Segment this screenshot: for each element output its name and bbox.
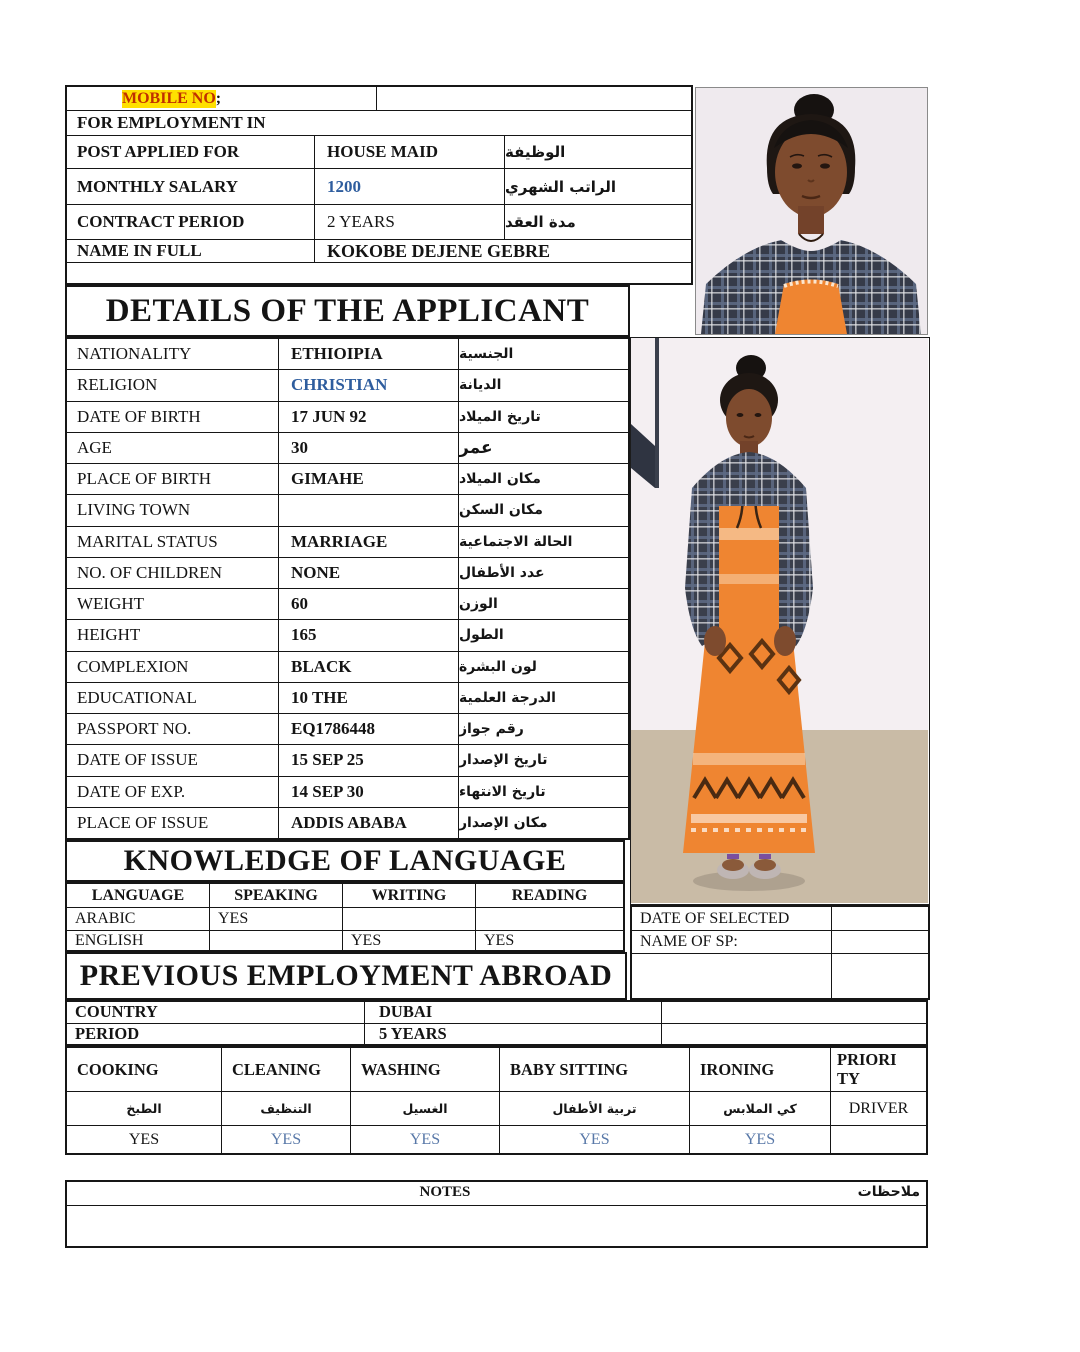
table-row xyxy=(67,402,628,433)
priority-driver-value: DRIVER xyxy=(848,1099,909,1117)
country-row xyxy=(67,1002,926,1024)
educational-value: 10 THE xyxy=(279,683,459,713)
arabic-language-name: ARABIC xyxy=(67,908,210,930)
language-header-row xyxy=(67,884,623,908)
skills-header-row xyxy=(67,1048,926,1092)
living-town-value xyxy=(279,495,459,525)
height-value: 165 xyxy=(279,620,459,650)
cleaning-yes: YES xyxy=(222,1126,351,1153)
date-of-exp-arabic: تاريخ الانتهاء xyxy=(459,783,546,800)
arabic-writing xyxy=(343,908,476,930)
top-info-table xyxy=(65,85,693,285)
employment-section-title xyxy=(65,952,627,1000)
date-of-issue-value: 15 SEP 25 xyxy=(279,745,459,775)
applicant-portrait-photo xyxy=(695,87,928,335)
notes-arabic-label: ملاحظات xyxy=(857,1184,920,1200)
table-row xyxy=(67,589,628,620)
living-town-arabic: مكان السكن xyxy=(459,502,543,519)
name-of-sp-value-cell xyxy=(832,931,928,953)
children-arabic: عدد الأطفال xyxy=(459,564,545,581)
english-language-row xyxy=(67,931,623,950)
weight-label: WEIGHT xyxy=(67,589,279,619)
religion-arabic: الديانة xyxy=(459,377,502,394)
baby-sitting-header: BABY SITTING xyxy=(500,1048,690,1091)
monthly-salary-label: MONTHLY SALARY xyxy=(67,169,315,204)
details-title-text: DETAILS OF THE APPLICANT xyxy=(105,292,590,329)
contract-period-label: CONTRACT PERIOD xyxy=(67,205,315,239)
cooking-header: COOKING xyxy=(67,1048,222,1091)
post-applied-label: POST APPLIED FOR xyxy=(67,136,315,168)
passport-no-value: EQ1786448 xyxy=(279,714,459,744)
contract-period-arabic: مدة العقد xyxy=(505,213,576,231)
date-of-exp-label: DATE OF EXP. xyxy=(67,777,279,807)
period-value: 5 YEARS xyxy=(365,1024,662,1045)
notes-table xyxy=(65,1180,928,1248)
employment-title-text: PREVIOUS EMPLOYMENT ABROAD xyxy=(79,959,613,992)
height-arabic: الطول xyxy=(459,627,504,644)
table-row xyxy=(67,714,628,745)
table-row xyxy=(67,558,628,589)
marital-status-arabic: الحالة الاجتماعية xyxy=(459,533,573,550)
place-of-birth-value: GIMAHE xyxy=(279,464,459,494)
ironing-header: IRONING xyxy=(690,1048,831,1091)
mobile-no-label: MOBILE NO xyxy=(122,89,216,107)
country-extra-cell xyxy=(662,1002,926,1023)
table-row xyxy=(67,495,628,526)
height-label: HEIGHT xyxy=(67,620,279,650)
selection-table xyxy=(630,905,930,1000)
period-row xyxy=(67,1024,926,1045)
priority-yes xyxy=(831,1126,926,1153)
age-arabic: عمر xyxy=(459,437,493,458)
date-of-birth-value: 17 JUN 92 xyxy=(279,402,459,432)
nationality-label: NATIONALITY xyxy=(67,339,279,369)
name-of-sp-row xyxy=(632,931,928,954)
washing-arabic: الغسيل xyxy=(351,1092,500,1125)
arabic-reading xyxy=(476,908,623,930)
monthly-salary-value: 1200 xyxy=(315,169,505,204)
date-of-issue-label: DATE OF ISSUE xyxy=(67,745,279,775)
writing-col-header: WRITING xyxy=(343,884,476,907)
applicant-full-body-photo xyxy=(630,337,930,905)
place-of-birth-label: PLACE OF BIRTH xyxy=(67,464,279,494)
post-applied-value: HOUSE MAID xyxy=(315,136,505,168)
mobile-no-row xyxy=(67,87,691,111)
portrait-photo-graphic xyxy=(696,88,927,334)
country-value: DUBAI xyxy=(365,1002,662,1023)
children-value: NONE xyxy=(279,558,459,588)
table-row xyxy=(67,620,628,651)
table-row xyxy=(67,683,628,714)
marital-status-value: MARRIAGE xyxy=(279,527,459,557)
table-row xyxy=(67,777,628,808)
notes-header-row xyxy=(67,1182,926,1206)
date-of-exp-value: 14 SEP 30 xyxy=(279,777,459,807)
country-label: COUNTRY xyxy=(67,1002,365,1023)
post-applied-row xyxy=(67,136,691,169)
selection-empty-row xyxy=(632,954,928,998)
place-of-issue-label: PLACE OF ISSUE xyxy=(67,808,279,838)
table-row xyxy=(67,527,628,558)
contract-period-row xyxy=(67,205,691,240)
language-col-header: LANGUAGE xyxy=(67,884,210,907)
weight-arabic: الوزن xyxy=(459,596,498,613)
place-of-birth-arabic: مكان الميلاد xyxy=(459,471,541,488)
monthly-salary-row xyxy=(67,169,691,205)
date-of-birth-label: DATE OF BIRTH xyxy=(67,402,279,432)
details-table xyxy=(65,337,630,840)
english-writing: YES xyxy=(343,931,476,950)
date-of-selected-label: DATE OF SELECTED xyxy=(632,907,832,930)
name-row xyxy=(67,240,691,263)
notes-body xyxy=(67,1206,926,1246)
religion-value: CHRISTIAN xyxy=(279,370,459,400)
table-row xyxy=(67,652,628,683)
passport-no-arabic: رقم جواز xyxy=(459,721,524,738)
passport-no-label: PASSPORT NO. xyxy=(67,714,279,744)
cooking-yes: YES xyxy=(67,1126,222,1153)
mobile-no-cell xyxy=(67,87,377,110)
mobile-no-suffix: ; xyxy=(215,89,222,107)
place-of-issue-value: ADDIS ABABA xyxy=(279,808,459,838)
post-applied-arabic: الوظيفة xyxy=(505,143,566,161)
country-period-table xyxy=(65,1000,928,1046)
name-value: KOKOBE DEJENE GEBRE xyxy=(327,240,551,261)
english-reading: YES xyxy=(484,931,515,949)
baby-sitting-arabic: تربية الأطفال xyxy=(500,1092,690,1125)
cleaning-arabic: التنظيف xyxy=(222,1092,351,1125)
priority-header: PRIORITY xyxy=(837,1050,897,1088)
mobile-no-value-cell xyxy=(377,87,691,110)
nationality-value: ETHIOIPIA xyxy=(279,339,459,369)
date-of-selected-value-cell xyxy=(832,907,928,930)
language-section-title xyxy=(65,840,625,882)
washing-header: WASHING xyxy=(351,1048,500,1091)
details-section-title xyxy=(65,285,630,337)
date-of-issue-arabic: تاريخ الإصدار xyxy=(459,752,548,769)
educational-label: EDUCATIONAL xyxy=(67,683,279,713)
for-employment-label: FOR EMPLOYMENT IN xyxy=(77,113,266,132)
arabic-speaking: YES xyxy=(210,908,343,930)
date-of-birth-arabic: تاريخ الميلاد xyxy=(459,408,541,425)
children-label: NO. OF CHILDREN xyxy=(67,558,279,588)
date-of-selected-row xyxy=(632,907,928,931)
table-row xyxy=(67,808,628,838)
cooking-arabic: الطبخ xyxy=(67,1092,222,1125)
for-employment-row xyxy=(67,111,691,136)
complexion-label: COMPLEXION xyxy=(67,652,279,682)
table-row xyxy=(67,464,628,495)
marital-status-label: MARITAL STATUS xyxy=(67,527,279,557)
skills-table xyxy=(65,1046,928,1155)
english-language-name: ENGLISH xyxy=(67,931,210,950)
age-label: AGE xyxy=(67,433,279,463)
arabic-language-row xyxy=(67,908,623,931)
name-label: NAME IN FULL xyxy=(67,240,315,262)
english-speaking xyxy=(210,931,343,950)
ironing-yes: YES xyxy=(690,1126,831,1153)
speaking-col-header: SPEAKING xyxy=(210,884,343,907)
nationality-arabic: الجنسية xyxy=(459,346,514,363)
language-table xyxy=(65,882,625,952)
language-title-text: KNOWLEDGE OF LANGUAGE xyxy=(123,844,567,877)
table-row xyxy=(67,370,628,401)
notes-label: NOTES xyxy=(419,1184,471,1200)
ironing-arabic: كي الملابس xyxy=(690,1092,831,1125)
full-body-photo-graphic xyxy=(631,338,928,903)
monthly-salary-arabic: الراتب الشهري xyxy=(505,177,616,196)
age-value: 30 xyxy=(279,433,459,463)
cleaning-header: CLEANING xyxy=(222,1048,351,1091)
washing-yes: YES xyxy=(351,1126,500,1153)
skills-yes-row xyxy=(67,1126,926,1153)
educational-arabic: الدرجة العلمية xyxy=(459,689,556,706)
weight-value: 60 xyxy=(279,589,459,619)
name-of-sp-label: NAME OF SP: xyxy=(632,931,832,953)
place-of-issue-arabic: مكان الإصدار xyxy=(459,814,548,831)
period-label: PERIOD xyxy=(67,1024,365,1045)
period-extra-cell xyxy=(662,1024,926,1045)
table-row xyxy=(67,339,628,370)
table-row xyxy=(67,745,628,776)
reading-col-header: READING xyxy=(511,886,588,904)
contract-period-value: 2 YEARS xyxy=(315,205,505,239)
baby-sitting-yes: YES xyxy=(500,1126,690,1153)
skills-arabic-row xyxy=(67,1092,926,1126)
living-town-label: LIVING TOWN xyxy=(67,495,279,525)
complexion-arabic: لون البشرة xyxy=(459,658,537,675)
religion-label: RELIGION xyxy=(67,370,279,400)
table-row xyxy=(67,433,628,464)
complexion-value: BLACK xyxy=(279,652,459,682)
